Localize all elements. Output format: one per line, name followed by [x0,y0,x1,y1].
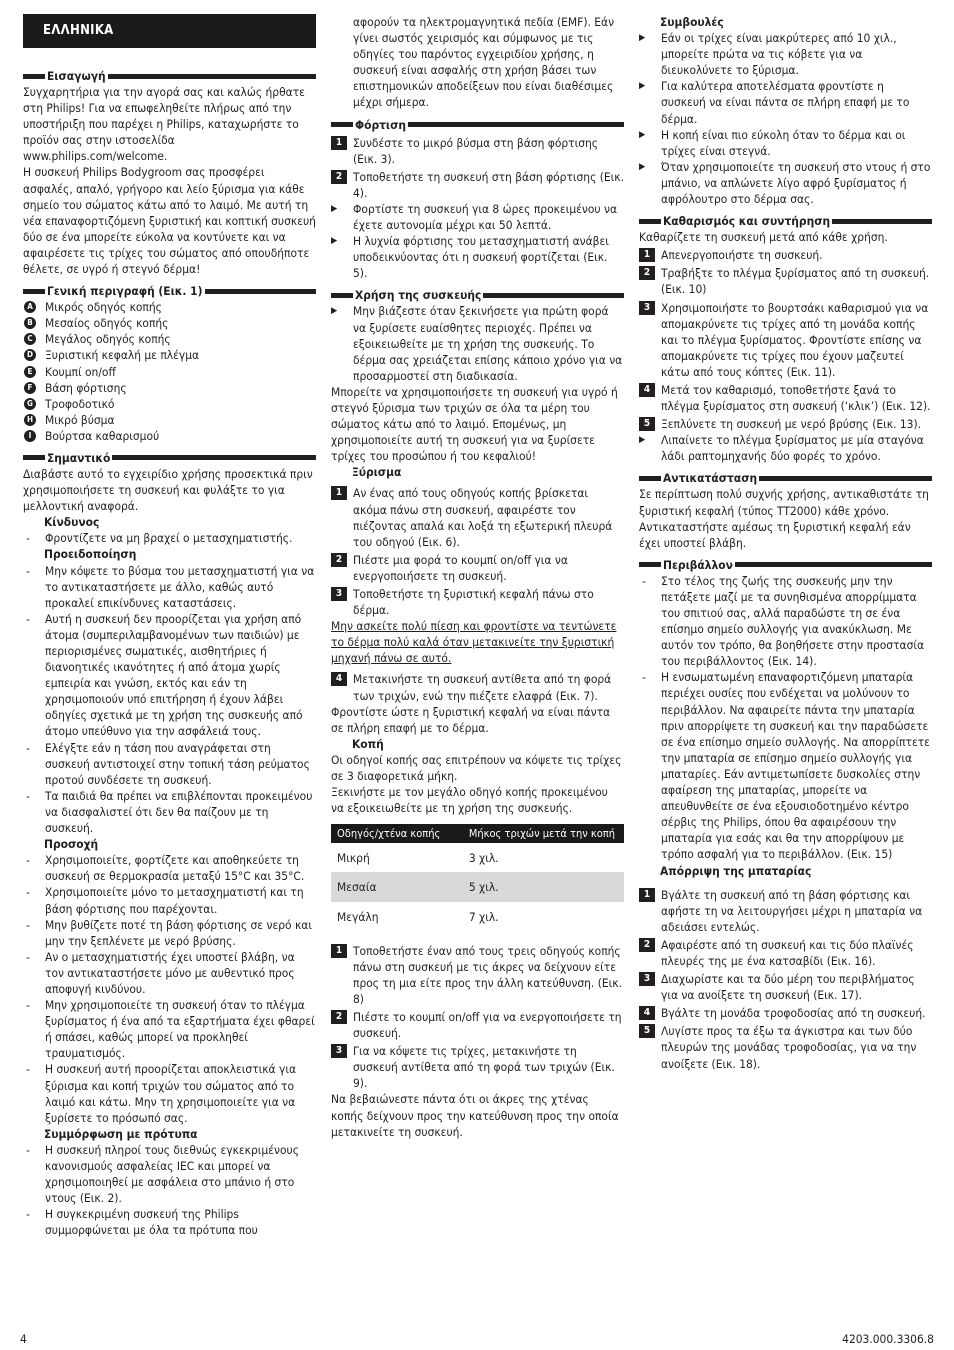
table-cell: 3 χιλ. [468,851,499,866]
step-item [639,382,932,414]
step-text: Απενεργοποιήστε τη συσκευή. [661,248,823,263]
heading-bar [639,562,661,567]
heading-text: Περιβάλλον [663,557,733,572]
step-item [639,1005,932,1021]
page-number: 4 [20,1332,27,1346]
heading-bar [23,74,45,79]
table-header-cell: Μήκος τριχών μετά την κοπή [463,824,624,843]
paragraph: Συγχαρητήρια για την αγορά σας και καλώς ήρθατε στη Philips! Για να επωφεληθείτε πλήρως από την υποστήριξη που παρέχει η Philips, καταχωρήστε το προϊόν σας στην ιστοσελίδα www.philips.com/welcome. [23,85,305,164]
spacer [639,879,932,885]
part-letter-icon: D [24,349,36,361]
bullet-icon: ▶ [331,236,338,247]
subheading: Προειδοποίηση [44,547,137,562]
part-item [23,380,316,396]
bullet-icon: ▶ [639,435,646,446]
bullet-item [639,432,932,464]
step-text: Τοποθετήστε τη ξυριστική κεφαλή πάνω στο δέρμα. [353,587,594,618]
part-letter-icon: F [24,382,36,394]
part-text: Τροφοδοτικό [45,396,115,411]
part-text: Κουμπί on/off [45,364,116,379]
heading-rule [408,122,624,127]
part-letter-icon: I [24,430,36,442]
section-heading [23,283,316,299]
heading-bar [639,219,661,224]
section-heading [639,213,932,229]
step-text: Βγάλτε τη συσκευή από τη βάση φόρτισης και αφήστε τη να λειτουργήσει μέχρι η μπαταρία να αδειάσει εντελώς. [661,887,923,934]
part-letter-icon: A [24,301,36,313]
dash-item: - Η συσκευή πληροί τους διεθνώς εγκεκριμένους κανονισμούς ασφαλείας IEC και μπορεί να χρησιμοποιηθεί με ασφάλεια στο μπάνιο ή στο ντους (Εικ. 2). [23,1142,316,1206]
heading-text: Εισαγωγή [47,68,106,83]
paragraph: Να βεβαιώνεστε πάντα ότι οι άκρες της χτένας κοπής δείχνουν προς την κατεύθυνση προς την οποία μετακινείτε τη συσκευή. [331,1092,619,1139]
step-number: 3 [331,1044,347,1058]
column-1 [23,14,316,1238]
part-item [23,331,316,347]
section-heading [331,287,624,303]
subheading: Κίνδυνος [44,515,100,530]
table-cell: 7 χιλ. [468,909,499,924]
step-number: 1 [331,944,347,958]
step-item [331,135,624,167]
dash-item: - Χρησιμοποιείτε, φορτίζετε και αποθηκεύετε τη συσκευή σε θερμοκρασία μεταξύ 15°C και 35°C. [23,852,316,884]
part-item [23,299,316,315]
step-item [639,265,932,297]
table-cell: Μεσαία [331,872,463,901]
heading-bar [331,122,353,127]
bullet-text: Για καλύτερα αποτελέσματα φροντίστε η συσκευή να είναι πάντα σε πλήρη επαφή με το δέρμα. [661,79,910,126]
bullet-icon: ▶ [639,161,646,172]
bullet-item [331,303,624,383]
bullet-icon: ▶ [639,81,646,92]
part-item [23,428,316,444]
section-heading [331,117,624,133]
subheading: Προσοχή [44,837,99,852]
step-number: 4 [331,672,347,686]
paragraph: Καθαρίζετε τη συσκευή μετά από κάθε χρήση. [639,230,888,245]
heading-text: Καθαρισμός και συντήρηση [663,214,831,229]
step-number: 4 [639,1006,655,1020]
step-number: 3 [639,301,655,315]
part-text: Βάση φόρτισης [45,380,127,395]
heading-text: Φόρτιση [355,117,407,132]
dash-item: - Η ενσωματωμένη επαναφορτιζόμενη μπαταρία περιέχει ουσίες που ενδέχεται να μολύνουν το περιβάλλον. Να αφαιρείτε πάντα την μπαταρία πριν απορρίψετε τη συσκευή και την παραδώσετε σε ένα επίσημο σημείο συλλογής. Να απορρίπτετε την μπαταρία σε επίσημο σημείο συλλογής για μπαταρίες. Εάν αντιμετωπίσετε δυσκολίες στην αφαίρεση της μπαταρίας, μπορείτε να απευθυνθείτε σε ένα εξουσιοδοτημένο κέντρο σέρβις της Philips, όπου θα αφαιρέσουν την μπαταρία για εσάς και θα την απορρίψουν με τρόπο ασφαλή για το περιβάλλον. (Εικ. 15) [639,669,932,862]
dash-item: - Μην βυθίζετε ποτέ τη βάση φόρτισης σε νερό και μην την ξεπλένετε με νερό βρύσης. [23,917,316,949]
heading-bar [639,476,661,481]
subheading: Συμμόρφωση με πρότυπα [44,1126,198,1141]
heading-rule [735,562,932,567]
bullet-item [639,127,932,159]
note-underlined: Μην ασκείτε πολύ πίεση και φροντίστε να τεντώνετε το δέρμα πολύ καλά όταν μετακινείτε την ξυριστική μηχανή πάνω σε αυτό. [331,619,617,666]
step-number: 2 [331,1010,347,1024]
bullet-item [639,30,932,78]
step-text: Για να κόψετε τις τρίχες, μετακινήστε τη συσκευή αντίθετα από τη φορά των τριχών (Εικ. 9). [353,1044,615,1091]
paragraph: Μπορείτε να χρησιμοποιήσετε τη συσκευή για υγρό ή στεγνό ξύρισμα των τριχών σε όλα τα μέρη του σώματος κάτω από το λαιμό. Επομένως, μη χρησιμοποιείτε αυτή τη συσκευή για να ξυρίσετε τρίχες του προσώπου ή του κεφαλιού! [331,384,618,464]
part-text: Ξυριστική κεφαλή με πλέγμα [45,348,200,363]
language-heading: ΕΛΛΗΝΙΚΑ [23,14,316,48]
part-letter-icon: G [24,398,36,410]
step-number: 4 [639,383,655,397]
bullet-item [639,159,932,207]
paragraph: αφορούν τα ηλεκτρομαγνητικά πεδία (EMF). Εάν γίνει σωστός χειρισμός και σύμφωνος με τις οδηγίες του παρόντος εγχειριδίου χρήσης, η συσκευή είναι ασφαλής στη χρήση βάσει των επιστημονικών αποδείξεων που είναι διαθέσιμες μέχρι σήμερα. [353,15,615,110]
step-text: Τοποθετήστε τη συσκευή στη βάση φόρτισης (Εικ. 4). [353,169,624,200]
heading-text: Σημαντικό [47,450,111,465]
bullet-icon: ▶ [639,129,646,140]
bullet-text: Φορτίστε τη συσκευή για 8 ώρες προκειμένου να έχετε αυτονομία μέχρι και 50 λεπτά. [353,201,618,233]
step-item [331,671,624,703]
section-heading [639,557,932,573]
step-text: Μετακινήστε τη συσκευή αντίθετα από τη φορά των τριχών, ενώ την πιέζετε ελαφρά (Εικ. 7). [353,672,612,703]
dash-item: - Η συγκεκριμένη συσκευή της Philips συμμορφώνεται με όλα τα πρότυπα που [23,1206,316,1238]
step-item [639,300,932,380]
paragraph: Η συσκευή Philips Bodygroom σας προσφέρει ασφαλές, απαλό, γρήγορο και λείο ξύρισμα για κάθε σημείο του σώματος κάτω από το λαιμό. Με αυτή τη νέα επαναφορτιζόμενη ξυριστική και κοπτική συσκευή δύο σε ένα μπορείτε εύκολα να κοντύνετε και να αφαιρέσετε τις τρίχες του σώματος από οπουδήποτε θέλετε, σε υγρό ή στεγνό δέρμα! [23,165,316,277]
step-item [639,1023,932,1071]
step-item [639,416,932,432]
part-item [23,364,316,380]
table-header-cell: Οδηγός/χτένα κοπής [331,824,463,843]
heading-text: Γενική περιγραφή (Εικ. 1) [47,284,203,299]
bullet-item [639,78,932,126]
bullet-item [331,233,624,281]
part-text: Μεγάλος οδηγός κοπής [45,332,171,347]
heading-bar [23,289,45,294]
paragraph: Οι οδηγοί κοπής σας επιτρέπουν να κόψετε τις τρίχες σε 3 διαφορετικά μήκη. [331,752,622,784]
heading-text: Αντικατάσταση [663,471,758,486]
paragraph: Ξεκινήστε με τον μεγάλο οδηγό κοπής προκειμένου να εξοικειωθείτε με τη χρήση της συσκευής. [331,785,608,816]
dash-item: - Χρησιμοποιείτε μόνο το μετασχηματιστή και τη βάση φόρτισης που παρέχονται. [23,884,316,916]
heading-text: Χρήση της συσκευής [355,288,482,303]
step-text: Αφαιρέστε από τη συσκευή και τις δύο πλαϊνές πλευρές της με ένα κατσαβίδι (Εικ. 16). [661,937,914,968]
bullet-icon: ▶ [639,33,646,44]
part-letter-icon: E [24,366,36,378]
step-text: Πιέστε το κουμπί on/off για να ενεργοποιήσετε τη συσκευή. [353,1009,622,1041]
step-number: 2 [639,938,655,952]
step-item [639,971,932,1003]
step-number: 1 [639,888,655,902]
step-number: 3 [639,972,655,986]
step-number: 1 [639,248,655,262]
heading-rule [108,74,316,79]
table-cell: Μεγάλη [337,909,379,924]
document-code: 4203.000.3306.8 [842,1332,934,1346]
step-number: 2 [331,553,347,567]
subheading: Συμβουλές [660,15,724,29]
part-text: Βούρτσα καθαρισμού [45,428,160,443]
step-item [331,1009,624,1041]
table-cell: 5 χιλ. [463,872,624,901]
dash-item: - Φροντίζετε να μη βραχεί ο μετασχηματιστής. [23,530,316,546]
step-number: 5 [639,1024,655,1038]
bullet-text: Μην βιάζεστε όταν ξεκινήσετε για πρώτη φορά να ξυρίσετε ευαίσθητες περιοχές. Πρέπει να εξοικειωθείτε με τη χρήση της συσκευής. Το δέρμα σας χρειάζεται επίσης κάποιο χρόνο για να προσαρμοστεί στη διαδικασία. [353,304,623,383]
bullet-text: Εάν οι τρίχες είναι μακρύτερες από 10 χιλ., μπορείτε πρώτα να τις κόβετε για να διευκολύνετε το ξύρισμα. [661,31,897,78]
heading-rule [483,293,624,298]
column-3 [639,14,932,1072]
table-row [331,902,624,931]
heading-rule [832,219,932,224]
step-text: Μετά τον καθαρισμό, τοποθετήστε ξανά το πλέγμα ξυρίσματος στη συσκευή (‘κλικ’) (Εικ. 12). [661,382,931,414]
step-text: Ξεπλύνετε τη συσκευή με νερό βρύσης (Εικ. 13). [661,417,922,432]
step-text: Χρησιμοποιήστε το βουρτσάκι καθαρισμού για να απομακρύνετε τις τρίχες από τη μονάδα κοπής και το πλέγμα ξυρίσματος. Φροντίστε επίσης να απομακρύνετε τις τρίχες που έχουν μαζευτεί κάτω από τους κόπτες (Εικ. 11). [661,300,929,379]
step-item [331,586,624,618]
subheading: Ξύρισμα [352,465,402,480]
step-number: 2 [331,170,347,184]
part-item [23,315,316,331]
dash-item: - Ελέγξτε εάν η τάση που αναγράφεται στη συσκευή αντιστοιχεί στην τοπική τάση ρεύματος προτού συνδέσετε τη συσκευή. [23,740,316,788]
paragraph: Σε περίπτωση πολύ συχνής χρήσης, αντικαθιστάτε τη ξυριστική κεφαλή (τύπος TT2000) κάθε χρόνο. Αντικαταστήστε αμέσως τη ξυριστική κεφαλή εάν έχει υποστεί βλάβη. [639,487,929,550]
heading-rule [759,476,932,481]
step-item [331,1043,624,1091]
column-2 [331,14,624,1140]
dash-item: - Αν ο μετασχηματιστής έχει υποστεί βλάβη, να τον αντικαταστήσετε μόνο με αυθεντικό προς αποφυγή κινδύνου. [23,949,316,997]
part-text: Μικρό βύσμα [45,412,115,427]
length-table [331,824,624,930]
step-number: 5 [639,417,655,431]
step-text: Τραβήξτε το πλέγμα ξυρίσματος από τη συσκευή. (Εικ. 10) [661,266,930,297]
dash-item: - Η συσκευή αυτή προορίζεται αποκλειστικά για ξύρισμα και κοπή τριχών του σώματος από το λαιμό και κάτω. Μην τη χρησιμοποιείτε για να ξυρίσετε το πρόσωπό σας. [23,1061,316,1125]
step-text: Βγάλτε τη μονάδα τροφοδοσίας από τη συσκευή. [661,1006,926,1021]
bullet-text: Όταν χρησιμοποιείτε τη συσκευή στο ντους ή στο μπάνιο, να απλώνετε λίγο αφρό ξυρίσματος ή αφρόλουτρο στο δέρμα σας. [661,159,931,207]
part-item [23,396,316,412]
table-row [331,843,624,872]
bullet-icon: ▶ [331,306,338,317]
part-text: Μεσαίος οδηγός κοπής [45,316,169,331]
part-letter-icon: C [24,333,36,345]
step-text: Αν ένας από τους οδηγούς κοπής βρίσκεται ακόμα πάνω στη συσκευή, αφαιρέστε τον πιέζοντας απαλά και λοξά τη εξωτερική πλευρά του οδηγού (Εικ. 6). [353,486,613,549]
table-row [331,872,624,901]
section-heading [23,450,316,466]
dash-item: - Στο τέλος της ζωής της συσκευής μην την πετάξετε μαζί με τα συνηθισμένα απορρίμματα του σπιτιού σας, αλλά παραδώστε τη σε ένα επίσημο σημείο συλλογής για ανακύκλωση. Με αυτόν τον τρόπο, θα βοηθήσετε στην προστασία του περιβάλλοντος (Εικ. 14). [639,573,932,670]
step-item [639,247,932,263]
bullet-text: Η λυχνία φόρτισης του μετασχηματιστή ανάβει υποδεικνύοντας ότι η συσκευή φορτίζεται (Εικ. 5). [353,234,609,281]
section-heading [639,470,932,486]
step-item [331,485,624,549]
part-item [23,412,316,428]
dash-item: - Μην κόψετε το βύσμα του μετασχηματιστή για να το αντικαταστήσετε με άλλο, καθώς αυτό προκαλεί επικίνδυνες καταστάσεις. [23,563,316,611]
step-item [639,937,932,969]
paragraph: Φροντίστε ώστε η ξυριστική κεφαλή να είναι πάντα σε πλήρη επαφή με το δέρμα. [331,704,611,735]
section-heading [23,68,316,84]
step-number: 2 [639,266,655,280]
heading-rule [205,289,316,294]
step-item [331,552,624,584]
step-text: Διαχωρίστε και τα δύο μέρη του περιβλήματος για να ανοίξετε τη συσκευή (Εικ. 17). [661,972,915,1003]
paragraph: Διαβάστε αυτό το εγχειρίδιο χρήσης προσεκτικά πριν χρησιμοποιήσετε τη συσκευή και φυλάξτε το για μελλοντική αναφορά. [23,466,313,514]
dash-item: - Τα παιδιά θα πρέπει να επιβλέπονται προκειμένου να διασφαλιστεί ότι δεν θα παίζουν με τη συσκευή. [23,788,316,836]
spacer [331,666,624,669]
step-number: 1 [331,136,347,150]
table-cell: Μικρή [337,851,370,866]
bullet-icon: ▶ [331,203,338,214]
part-letter-icon: B [24,317,36,329]
bullet-text: Η κοπή είναι πιο εύκολη όταν το δέρμα και οι τρίχες είναι στεγνά. [661,127,906,158]
bullet-text: Λιπαίνετε το πλέγμα ξυρίσματος με μία σταγόνα λάδι ραπτομηχανής δύο φορές το χρόνο. [661,433,924,464]
part-item [23,347,316,363]
subheading: Κοπή [352,736,384,751]
heading-rule [112,455,316,460]
step-text: Πιέστε μια φορά το κουμπί on/off για να ενεργοποιήσετε τη συσκευή. [353,552,568,583]
step-number: 3 [331,587,347,601]
dash-item: - Αυτή η συσκευή δεν προορίζεται για χρήση από άτομα (συμπεριλαμβανομένων των παιδιών) με περιορισμένες σωματικές, αισθητήριες ή διανοητικές ικανότητες ή από άτομα χωρίς εμπειρία και γνώση, εκτός και εάν τη χρησιμοποιούν υπό επιτήρηση ή έχουν λάβει οδηγίες σχετικά με τη χρήση της συσκευής από άτομο υπεύθυνο για την ασφάλειά τους. [23,611,316,740]
part-letter-icon: H [24,414,36,426]
step-text: Τοποθετήστε έναν από τους τρεις οδηγούς κοπής πάνω στη συσκευή με τις άκρες να δείχνουν είτε προς τη μια είτε προς την άλλη κατεύθυνση. (Εικ. 8) [353,943,622,1006]
heading-bar [331,293,353,298]
part-text: Μικρός οδηγός κοπής [45,300,162,315]
subheading: Απόρριψη της μπαταρίας [660,863,812,878]
table-header-row [331,824,624,843]
heading-bar [23,455,45,460]
spacer [331,480,624,483]
step-item [331,169,624,201]
step-item [639,887,932,935]
bullet-item [331,201,624,233]
dash-item: - Μην χρησιμοποιείτε τη συσκευή όταν το πλέγμα ξυρίσματος ή ένα από τα εξαρτήματα έχει φθαρεί ή σπάσει, καθώς μπορεί να προκληθεί τραυματισμός. [23,997,316,1061]
step-item [331,943,624,1007]
step-text: Συνδέστε το μικρό βύσμα στη βάση φόρτισης (Εικ. 3). [353,135,599,166]
step-text: Λυγίστε προς τα έξω τα άγκιστρα και των δύο πλευρών της μονάδας τροφοδοσίας, για να την ανοίξετε (Εικ. 18). [661,1024,917,1071]
step-number: 1 [331,486,347,500]
